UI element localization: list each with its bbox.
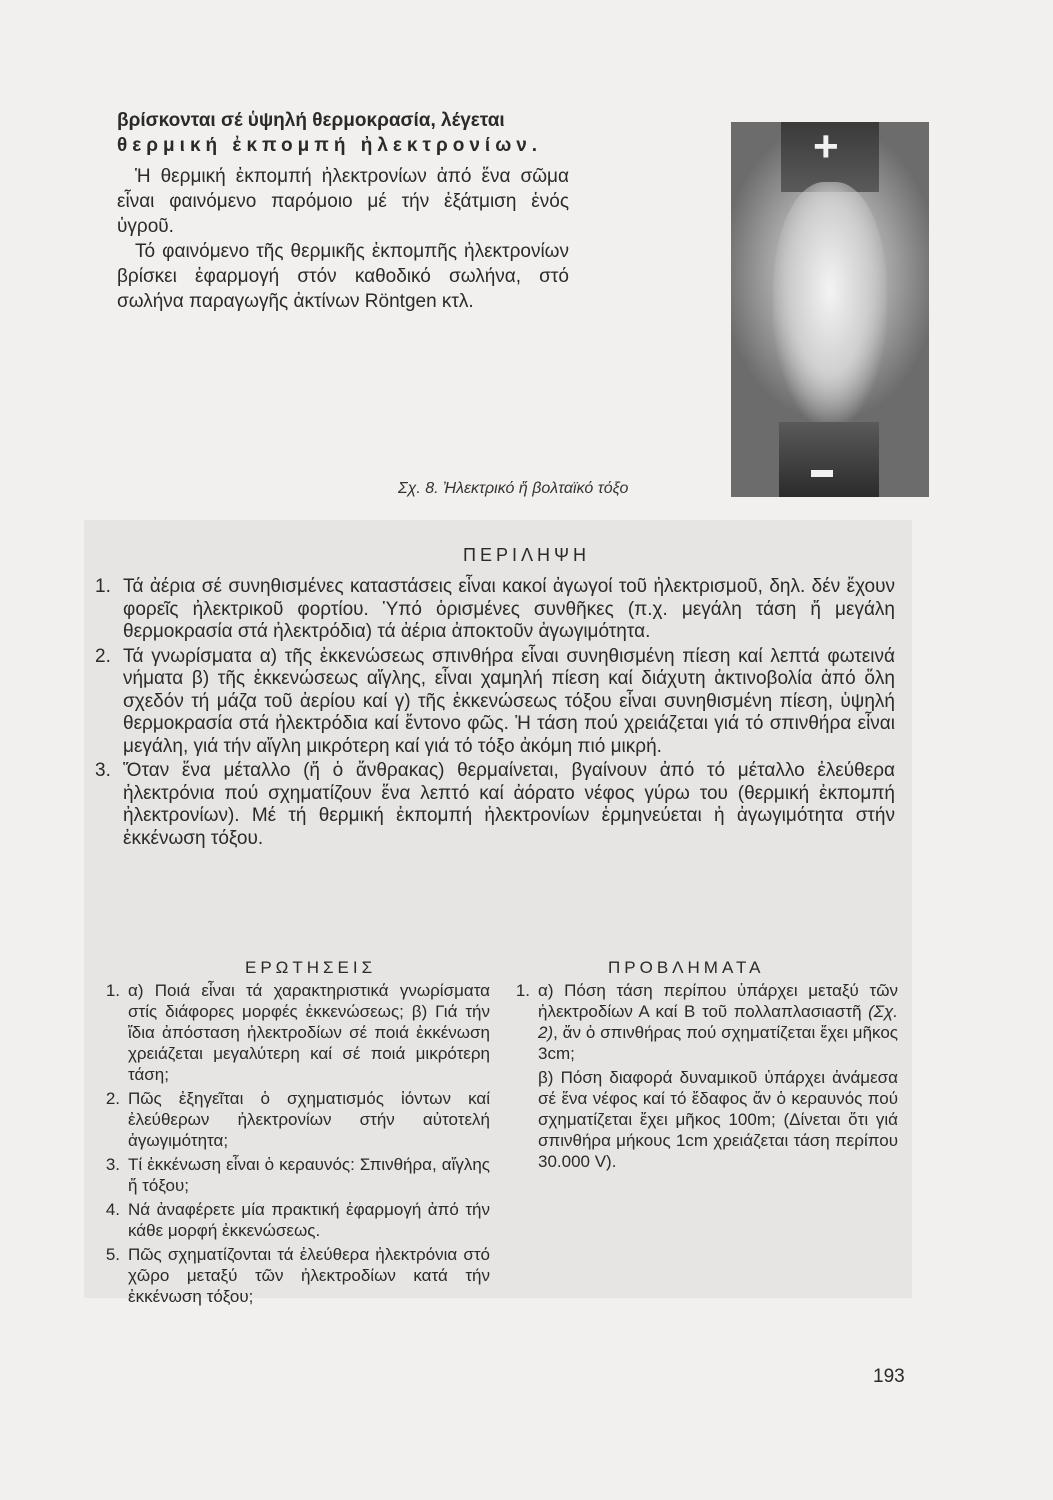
question-number: 2. [105,1089,120,1108]
questions-title: ΕΡΩΤΗΣΕΙΣ [245,958,377,977]
intro-line-2-term: θερμική ἐκπομπή ἠλεκτρονίων. [117,135,543,156]
question-text: Πῶς ἐξηγεῖται ὁ σχηματισμός ἰόντων καί ἐλεύθερων ἠλεκτρονίων στήν αὐτοτελή ἀγωγιμότητα; [128,1089,490,1150]
arc-photo [731,122,929,497]
negative-electrode [779,422,879,497]
problem-part-a-end: , ἄν ὁ σπινθήρας πού σχηματίζεται ἔχει μῆκος 3cm; [538,1023,898,1063]
question-item [98,980,490,1085]
question-number: 3. [105,1155,120,1174]
summary-item [95,760,895,850]
question-item [98,1244,490,1307]
summary-item-number: 2. [95,645,111,667]
summary-item-text: Τά ἀέρια σέ συνηθισμένες καταστάσεις εἶναι κακοί ἀγωγοί τοῦ ἠλεκτρισμοῦ, δηλ. δέν ἔχουν φορεῖς ἠλεκτρικοῦ φορτίου. Ὑπό ὁρισμένες συνθῆκες (π.χ. μεγάλη τάση ἤ μεγάλη θερμοκρασία στά ἠλεκτρόδια) τά ἀέρια ἀποκτοῦν ἀγωγιμότητα. [123,576,895,642]
minus-sign [811,470,833,477]
problems-title: ΠΡΟΒΛΗΜΑΤΑ [608,958,765,977]
summary-item-text: Τά γνωρίσματα α) τῆς ἐκκενώσεως σπινθήρα εἶναι συνηθισμένη πίεση καί λεπτά φωτεινά νήματα β) τῆς ἐκκενώσεως αἴγλης, εἶναι χαμηλή πίεση καί διάχυτη ἀκτινοβολία ἀπό ὅλη σχεδόν τή μάζα τοῦ ἀερίου καί γ) τῆς ἐκκενώσεως τόξου εἶναι συνηθισμένη πίεση, ὑψηλή θερμοκρασία στά ἠλεκτρόδια καί ἔντονο φῶς. Ἡ τάση πού χρειάζεται γιά τό σπινθήρα εἶναι μεγάλη, γιά τήν αἴγλη μικρότερη καί γιά τό τόξο ἀκόμη πιό μικρή. [123,645,895,757]
problems-list [508,980,898,1172]
summary-title: ΠΕΡΙΛΗΨΗ [462,545,591,565]
question-item [98,1199,490,1241]
question-text: Τί ἐκκένωση εἶναι ὁ κεραυνός: Σπινθήρα, αἴγλης ἤ τόξου; [128,1155,490,1195]
question-text: α) Ποιά εἶναι τά χαρακτηριστικά γνωρίσματα στίς διάφορες μορφές ἐκκενώσεως; β) Γιά τήν ἴδια ἀπόσταση ἠλεκτροδίων σέ ποιά ἐκκένωση χρειάζεται μεγαλύτερη καί σέ ποιά μικρότερη τάση; [128,981,490,1084]
problem-number: 1. [515,981,530,1000]
problem-part-a [538,980,898,1064]
intro-paragraph-2: Τό φαινόμενο τῆς θερμικῆς ἐκπομπῆς ἠλεκτρονίων βρίσκει ἐφαρμογή στόν καθοδικό σωλήνα, στό σωλήνα παραγωγῆς ἀκτίνων Röntgen κτλ. [117,241,569,312]
summary-item-number: 1. [95,576,111,597]
figure-reference: (Σχ. 2) [538,1002,898,1042]
summary-item [95,646,895,759]
plus-sign: + [813,122,839,171]
questions-list [98,980,490,1310]
intro-paragraph-1: Ἡ θερμική ἐκπομπή ἠλεκτρονίων ἀπό ἕνα σῶμα εἶναι φαινόμενο παρόμοιο μέ τήν ἐξάτμιση ἑνός ὑγροῦ. [117,166,569,237]
summary-item-text: Ὅταν ἕνα μέταλλο (ἤ ὁ ἄνθρακας) θερμαίνεται, βγαίνουν ἀπό τό μέταλλο ἐλεύθερα ἠλεκτρόνια πού σχηματίζουν ἕνα λεπτό καί ἀόρατο νέφος γύρω του (θερμική ἐκπομπή ἠλεκτρονίων). Μέ τή θερμική ἐκπομπή ἠλεκτρονίων ἑρμηνεύεται ἡ ἀγωγιμότητα στήν ἐκκένωση τόξου. [123,760,895,849]
problem-part-a-start: α) Πόση τάση περίπου ὑπάρχει μεταξύ τῶν ἠλεκτροδίων Α καί Β τοῦ πολλαπλασιαστῆ [538,981,898,1021]
question-number: 1. [105,981,120,1000]
summary-item [95,576,895,644]
summary-item-number: 3. [95,760,111,781]
problem-item [508,980,898,1064]
intro-line-1: βρίσκονται σέ ὑψηλή θερμοκρασία, λέγεται [117,110,505,131]
intro-text [117,108,569,314]
figure-caption: Σχ. 8. Ἠλεκτρικό ἤ βολταϊκό τόξο [398,480,629,497]
question-text: Πῶς σχηματίζονται τά ἐλεύθερα ἠλεκτρόνια στό χῶρο μεταξύ τῶν ἠλεκτροδίων κατά τήν ἐκκένωση τόξου; [128,1245,490,1306]
question-item [98,1154,490,1196]
problem-part-b: β) Πόση διαφορά δυναμικοῦ ὑπάρχει ἀνάμεσα σέ ἕνα νέφος καί τό ἔδαφος ἄν ὁ κεραυνός πού σχηματίζεται ἔχει μῆκος 100m; (Δίνεται ὅτι γιά σπινθήρα μήκους 1cm χρειάζεται τάση περίπου 30.000 V). [538,1068,898,1171]
question-number: 4. [105,1200,120,1219]
arc-glow [773,182,887,422]
question-number: 5. [105,1245,120,1264]
page-number: 193 [873,1366,905,1387]
question-text: Νά ἀναφέρετε μία πρακτική ἐφαρμογή ἀπό τήν κάθε μορφή ἐκκενώσεως. [128,1200,490,1240]
question-item [98,1088,490,1151]
summary-list [95,576,895,852]
